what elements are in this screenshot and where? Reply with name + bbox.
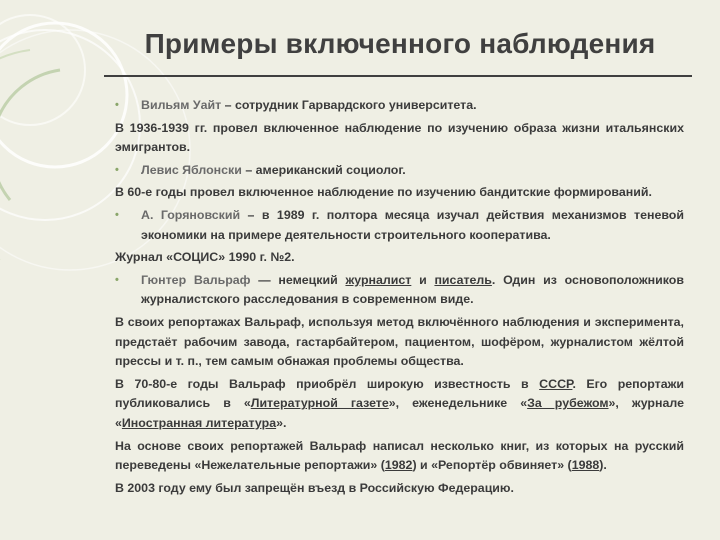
text-link[interactable]: За рубежом (527, 396, 609, 411)
slide-body (115, 96, 684, 501)
text-link[interactable]: 1988 (571, 458, 600, 473)
text-run: На основе своих репортажей Вальраф написал несколько книг, из которых на русский переведены «Нежелательные репортажи» ( (115, 438, 684, 473)
text-run: В 60-е годы провел включенное наблюдение по изучению бандитские формирований. (115, 185, 652, 200)
body-paragraph (115, 183, 684, 203)
text-run: и (411, 272, 435, 287)
body-paragraph (115, 479, 684, 499)
body-paragraph (115, 313, 684, 372)
text-run: – сотрудник Гарвардского университета. (221, 98, 477, 112)
bullet-item (115, 161, 684, 181)
text-run: В 2003 году ему был запрещён въезд в Российскую Федерацию. (115, 480, 514, 495)
person-name: Левис Яблонски (141, 162, 242, 177)
text-run: В 1936-1939 гг. провел включенное наблюдение по изучению образа жизни итальянских эмигрантов. (115, 120, 684, 155)
slide-title: Примеры включенного наблюдения (144, 28, 656, 59)
text-run: ) и «Репортёр обвиняет» ( (412, 458, 572, 473)
text-run: ». (276, 415, 287, 430)
text-link[interactable]: журналист (345, 272, 412, 287)
bullet-item (115, 206, 684, 245)
person-name: Вильям Уайт (141, 98, 222, 112)
body-paragraph (115, 375, 684, 434)
text-run: – американский социолог. (241, 162, 406, 177)
body-paragraph (115, 437, 684, 476)
bullet-item (115, 271, 684, 310)
person-name: А. Горяновский (141, 207, 241, 222)
text-run: ). (599, 458, 607, 473)
text-link[interactable]: 1982 (384, 458, 413, 473)
text-run: Журнал «СОЦИС» 1990 г. №2. (115, 250, 295, 265)
text-run: – в 1989 г. полтора месяца изучал действия механизмов теневой экономики на примере деятельности строительного кооператива. (141, 207, 684, 242)
text-link[interactable]: писатель (434, 272, 492, 287)
text-link[interactable]: Литературной газете (250, 396, 389, 411)
text-run: », еженедельнике « (388, 396, 528, 411)
text-run: В 70-80-е годы Вальраф приобрёл широкую известность в (115, 376, 540, 391)
text-run: — немецкий (250, 272, 346, 287)
title-divider (104, 75, 692, 77)
text-run: В своих репортажах Вальраф, используя метод включённого наблюдения и эксперимента, предстаёт рабочим завода, гастарбайтером, пациентом, шофёром, журналистом жёлтой прессы и т. п., тем самым обнажая проблемы общества. (115, 314, 684, 369)
person-name: Гюнтер Вальраф (141, 272, 251, 287)
text-link[interactable]: Иностранная литература (121, 415, 277, 430)
body-paragraph (115, 119, 684, 158)
text-run: », журнале « (115, 396, 684, 430)
text-run: . Его репортажи публиковались в « (115, 376, 685, 411)
bullet-item (115, 96, 684, 116)
text-link[interactable]: СССР (539, 376, 573, 391)
body-paragraph (115, 248, 684, 268)
text-run: . Один из основоположников журналистского расследования в современном виде. (141, 272, 684, 307)
